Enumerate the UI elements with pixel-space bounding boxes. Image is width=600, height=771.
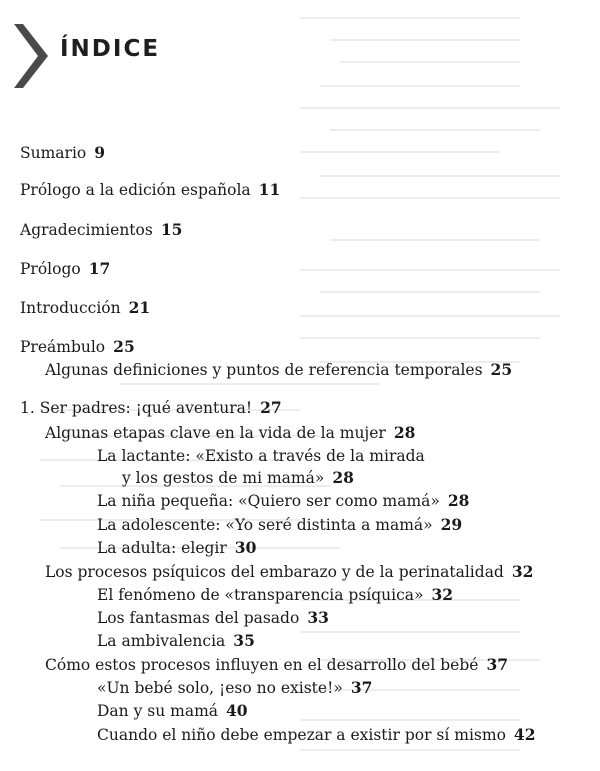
toc-entry-title: La lactante: «Existo a través de la mirada [97, 447, 425, 465]
toc-entry-title: Los fantasmas del pasado [97, 609, 300, 627]
toc-entry [45, 423, 415, 443]
toc-entry [20, 143, 105, 163]
toc-entry [20, 259, 110, 279]
toc-entry-page-number: 40 [226, 701, 248, 720]
toc-entry-title: y los gestos de mi mamá» [122, 469, 325, 487]
toc-entry [20, 220, 182, 240]
toc-entry-page-number: 28 [332, 468, 354, 487]
toc-entry-title: «Un bebé solo, ¡eso no existe!» [97, 679, 343, 697]
toc-entry-page-number: 21 [128, 298, 151, 317]
toc-entry-page-number: 33 [307, 608, 329, 627]
toc-entry-page-number: 37 [486, 655, 509, 674]
toc-entry [97, 491, 469, 511]
toc-entry-title: La adolescente: «Yo seré distinta a mamá» [97, 516, 433, 534]
toc-entry-title: Preámbulo [20, 338, 106, 356]
toc-entry [97, 538, 256, 558]
toc-entry [20, 337, 135, 357]
toc-entry-page-number: 30 [234, 538, 257, 557]
toc-entry-page-number: 11 [258, 180, 281, 199]
toc-entry-title: La adulta: elegir [97, 539, 227, 557]
toc-entry-title: La ambivalencia [97, 632, 226, 650]
toc-entry-page-number: 29 [440, 515, 463, 534]
toc-entry-page-number: 25 [113, 337, 135, 356]
toc-entry-page-number: 27 [260, 398, 282, 417]
toc-entry [97, 631, 255, 651]
toc-entry-title: Prólogo [20, 260, 81, 278]
toc-entry-title: Sumario [20, 144, 87, 162]
toc-entry-title: Los procesos psíquicos del embarazo y de la perinatalidad [45, 563, 504, 581]
toc-entry [122, 468, 354, 488]
toc-entry [97, 515, 462, 535]
toc-entry-title: Cuando el niño debe empezar a existir por sí mismo [97, 726, 506, 744]
toc-entry [20, 398, 282, 418]
toc-entry-title: Dan y su mamá [97, 702, 219, 720]
toc-entry-title: Algunas etapas clave en la vida de la mujer [45, 424, 386, 442]
toc-entry-page-number: 17 [88, 259, 111, 278]
toc-entry [20, 180, 280, 200]
toc-entry-title: Introducción [20, 299, 121, 317]
toc-entry-page-number: 42 [513, 725, 536, 744]
toc-entry-page-number: 9 [94, 143, 106, 162]
toc-entry-title: La niña pequeña: «Quiero ser como mamá» [97, 492, 440, 510]
toc-entry [45, 562, 533, 582]
toc-entry-page-number: 32 [431, 585, 454, 604]
toc-entry [97, 678, 372, 698]
toc-entry-page-number: 15 [160, 220, 183, 239]
toc-entry-title: Agradecimientos [20, 221, 153, 239]
toc-entry [45, 655, 508, 675]
toc-entry-title: Algunas definiciones y puntos de referencia temporales [45, 361, 483, 379]
toc-entry [97, 608, 329, 628]
toc-entry-title: El fenómeno de «transparencia psíquica» [97, 586, 424, 604]
page-title: ÍNDICE [60, 36, 161, 62]
toc-entry-page-number: 28 [447, 491, 470, 510]
toc-entry-title: Prólogo a la edición española [20, 181, 251, 199]
toc-entry-title: 1. Ser padres: ¡qué aventura! [20, 399, 253, 417]
toc-entry [45, 360, 512, 380]
toc-entry [97, 446, 425, 466]
toc-entry [20, 298, 150, 318]
toc-entry-page-number: 35 [233, 631, 255, 650]
toc-entry-page-number: 37 [350, 678, 373, 697]
toc-entry [97, 585, 453, 605]
toc-entry-page-number: 25 [490, 360, 513, 379]
toc-entry-page-number: 32 [511, 562, 534, 581]
toc-entry-page-number: 28 [393, 423, 416, 442]
toc-entry [97, 725, 535, 745]
toc-entry [97, 701, 248, 721]
toc-entry-title: Cómo estos procesos influyen en el desarrollo del bebé [45, 656, 479, 674]
